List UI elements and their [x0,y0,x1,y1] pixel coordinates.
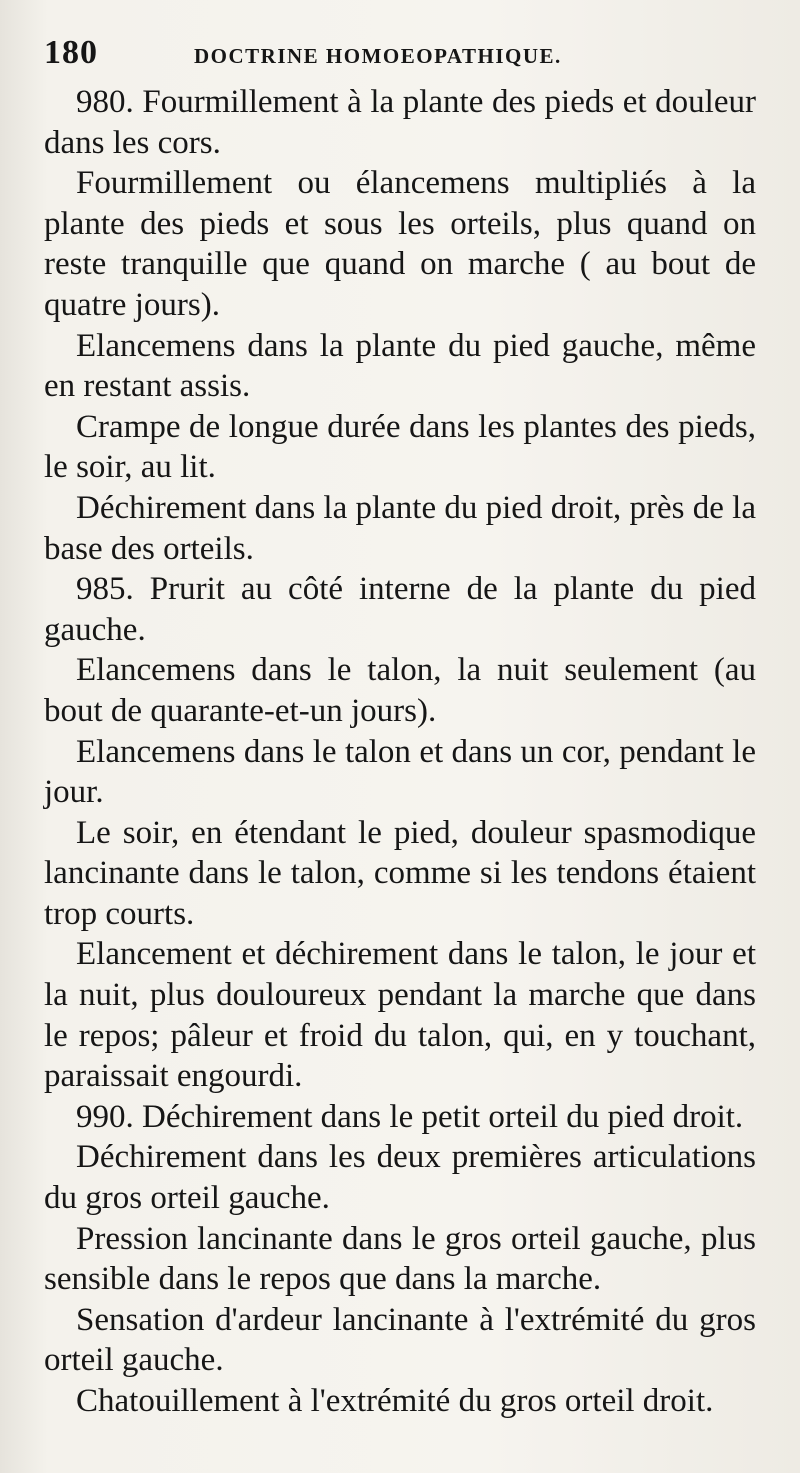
symptom-entry: 985. Prurit au côté interne de la plante du pied gauche. [44,571,756,648]
symptom-entry: Pression lancinante dans le gros orteil gauche, plus sensible dans le repos que dans la marche. [44,1220,756,1298]
symptom-entry: Déchirement dans les deux premières articulations du gros orteil gauche. [44,1139,756,1217]
symptom-entry: Déchirement dans la plante du pied droit, près de la base des orteils. [44,489,756,567]
symptom-entry: Chatouillement à l'extrémité du gros orteil droit. [76,1383,714,1419]
symptom-entry: Elancemens dans la plante du pied gauche, même en restant assis. [44,327,756,405]
symptom-entry: Elancemens dans le talon et dans un cor, pendant le jour. [44,733,756,811]
symptom-entry: Elancement et déchirement dans le talon, le jour et la nuit, plus douloureux pendant la marche que dans le repos; pâleur et froid du talon, qui, en y touchant, paraissait engourdi. [44,936,756,1095]
symptom-entry: Le soir, en étendant le pied, douleur spasmodique lancinante dans le talon, comme si les tendons étaient trop courts. [44,814,756,932]
symptom-entry: Fourmillement ou élancemens multipliés à la plante des pieds et sous les orteils, plus quand on reste tranquille que quand on marche ( au bout de quatre jours). [44,165,756,323]
running-title: DOCTRINE HOMOEOPATHIQUE. [194,44,562,68]
page-header [44,34,756,80]
symptom-entry: Elancemens dans le talon, la nuit seulement (au bout de quarante-et-un jours). [44,652,756,729]
symptom-list [44,82,756,1422]
symptom-entry: Crampe de longue durée dans les plantes des pieds, le soir, au lit. [44,408,756,486]
symptom-entry: 990. Déchirement dans le petit orteil du pied droit. [76,1098,744,1135]
symptom-entry: 980. Fourmillement à la plante des pieds et douleur dans les cors. [44,84,756,161]
page-number: 180 [44,34,98,71]
symptom-entry: Sensation d'ardeur lancinante à l'extrémité du gros orteil gauche. [44,1301,756,1379]
